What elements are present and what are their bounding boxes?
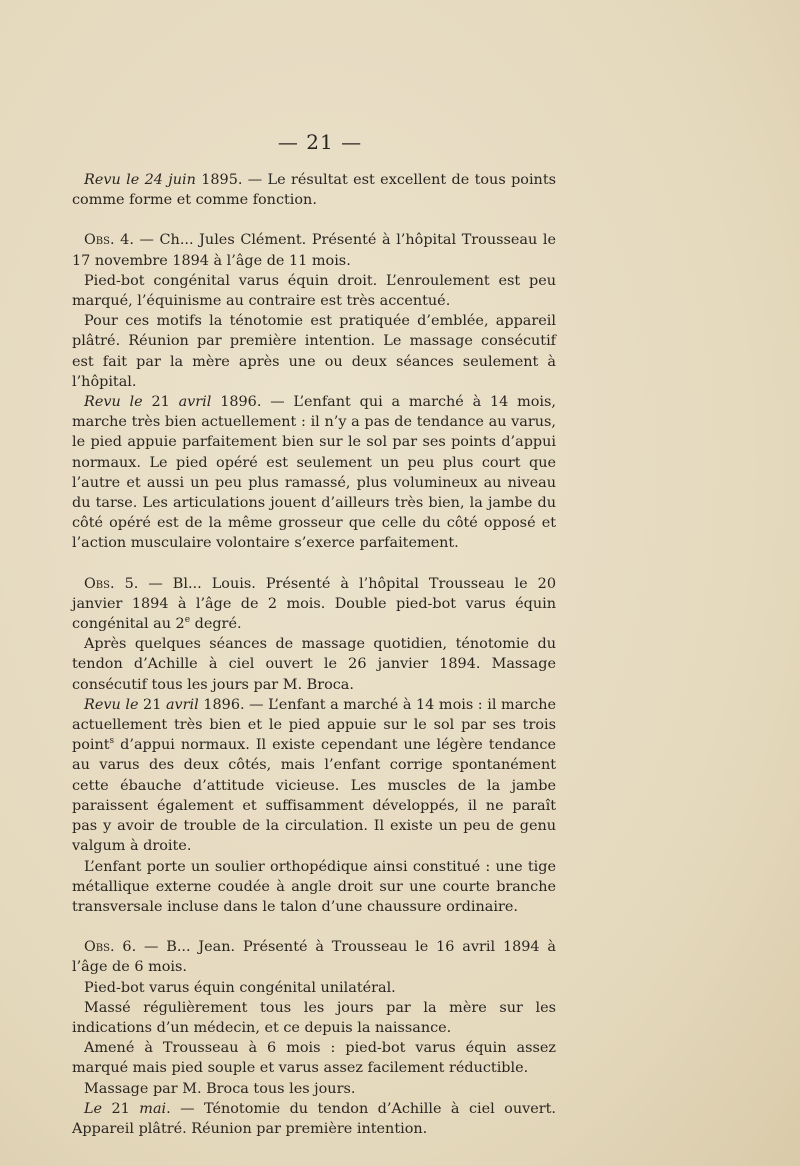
obs5-p3: L’enfant porte un soulier orthopédique ainsi constitué : une tige métallique externe coudée à angle droit sur une courte branche transversale incluse dans le talon d’une chaussure ordinaire. — [72, 858, 556, 915]
obs4-label: Obs. 4. — [84, 232, 134, 249]
obs4-p1: Pied-bot congénital varus équin droit. L’enroulement est peu marqué, l’équinisme au contraire est très accentué. — [72, 272, 556, 310]
page-number: — 21 — — [277, 130, 363, 154]
obs4-p2: Pour ces motifs la ténotomie est pratiquée d’emblée, appareil plâtré. Réunion par première intention. Le massage consécutif est fait par la mère après une ou deux séances seulement à l’hôpital. — [72, 313, 556, 390]
obs4-heading: Obs. 4. — Ch... Jules Clément. Présenté à l’hôpital Trousseau le 17 novembre 1894 à l’âge de 11 mois. — [72, 232, 556, 269]
body-text — [72, 170, 556, 1139]
obs5-p2: Revu le 21 avril 1896. — L’enfant a marché à 14 mois : il marche actuellement très bien et le pied appuie sur le sol par ses trois point$^s$ d’appui normaux. Il existe cependant une légère tendance au varus des deux côtés, mais l’enfant corrige spontanément cette ébauche d’attitude vicieuse. Les muscles de la jambe paraissent également et suffisamment développés, il ne paraît pas y avoir de trouble de la circulation. Il existe un peu de genu valgum à droite. — [72, 696, 556, 855]
obs6-p4: Massage par M. Broca tous les jours. — [84, 1080, 356, 1097]
obs5-label: Obs. 5. — [84, 575, 139, 592]
intro-text: 1895. — Le résultat est excellent de tous points comme forme et comme fonction. — [72, 172, 556, 209]
obs6-p5: Le 21 mai. — Ténotomie du tendon d’Achille à ciel ouvert. Appareil plâtré. Réunion par première intention. — [72, 1100, 556, 1137]
obs5-p1: Après quelques séances de massage quotidien, ténotomie du tendon d’Achille à ciel ouvert le 26 janvier 1894. Massage consécutif tous les jours par M. Broca. — [72, 636, 556, 693]
obs6-p3: Amené à Trousseau à 6 mois : pied-bot varus équin assez marqué mais pied souple et varus assez facilement réductible. — [72, 1040, 556, 1077]
obs6-p1: Pied-bot varus équin congénital unilatéral. — [84, 979, 396, 996]
obs5-heading: Obs. 5. — Bl... Louis. Présenté à l’hôpital Trousseau le 20 janvier 1894 à l’âge de 2 mois. Double pied-bot varus équin congénital au 2e degré. — [72, 575, 556, 633]
intro-revu: Revu le 24 juin — [84, 172, 196, 188]
obs4-p3: Revu le 21 avril 1896. — L’enfant qui a marché à 14 mois, marche très bien actuellement : il n’y a pas de tendance au varus, le pied appuie parfaitement bien sur le sol par ses points d’appui normaux. Le pied opéré est seulement un peu plus court que l’autre et aussi un peu plus ramassé, plus volumineux au niveau du tarse. Les articulations jouent d’ailleurs très bien, la jambe du côté opéré est de la même grosseur que celle du côté opposé et l’action musculaire volontaire s’exerce parfaitement. — [72, 394, 556, 552]
intro-paragraph — [72, 170, 556, 210]
obs6-heading: Obs. 6. — B... Jean. Présenté à Trousseau le 16 avril 1894 à l’âge de 6 mois. — [72, 939, 556, 976]
obs6-label: Obs. 6. — [84, 939, 137, 956]
obs6-p2: Massé régulièrement tous les jours par la mère sur les indications d’un médecin, et ce depuis la naissance. — [72, 999, 556, 1036]
